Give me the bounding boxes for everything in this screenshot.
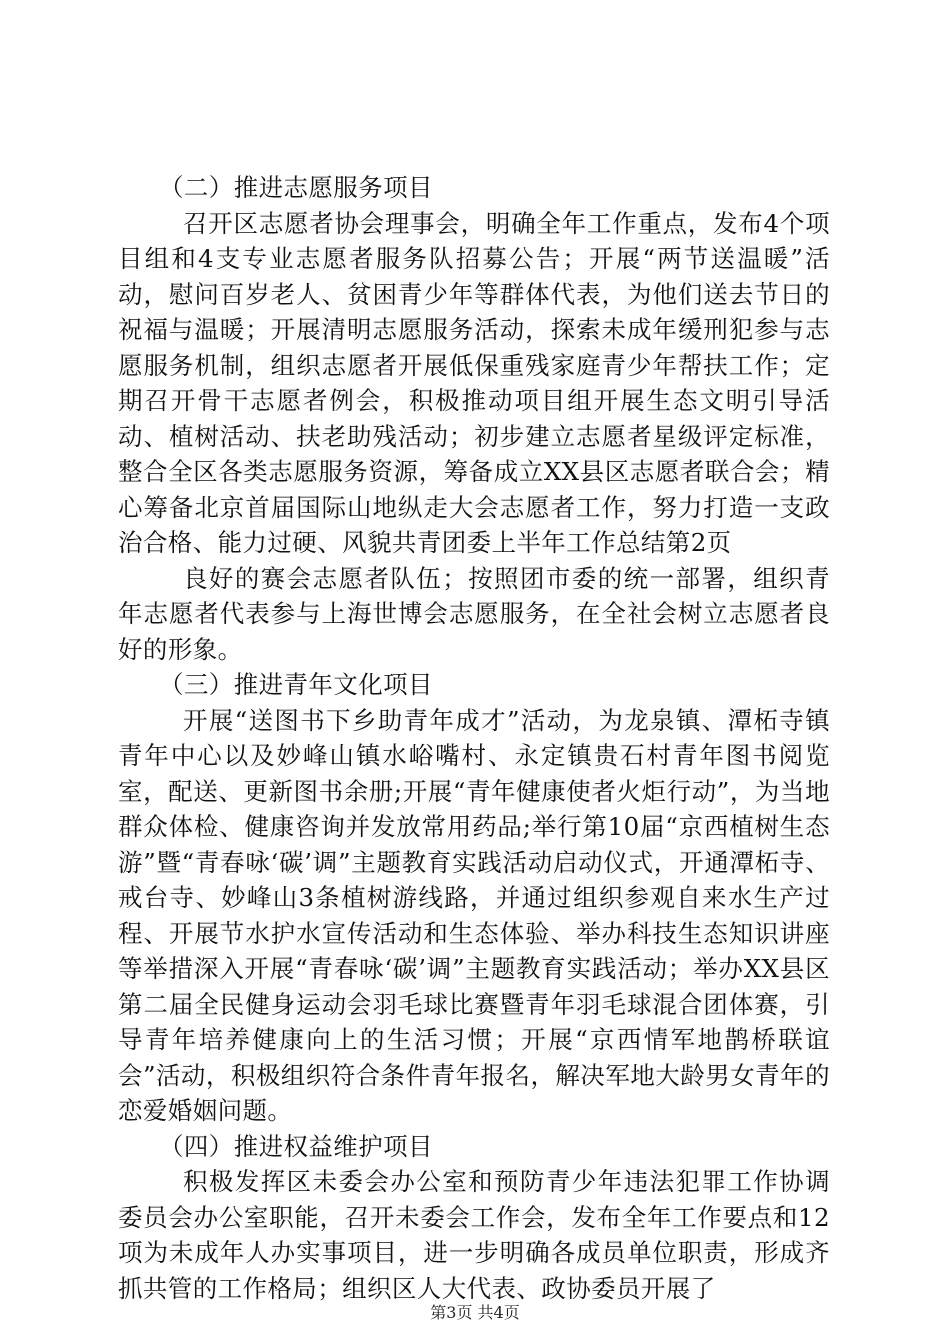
document-body: [118, 170, 830, 1306]
section-heading-volunteer: （二）推进志愿服务项目: [159, 173, 433, 202]
page-number-footer: 第3页 共4页: [430, 1303, 520, 1322]
section-heading-rights: （四）推进权益维护项目: [159, 1131, 433, 1161]
paragraph-rights-1: 积极发挥区未委会办公室和预防青少年违法犯罪工作协调委员会办公室职能，召开未委会工作会，发布全年工作要点和12项为未成年人办实事项目，进一步明确各成员单位职责，形成齐抓共管的工作格局；组织区人大代表、政协委员开展了: [118, 1167, 830, 1303]
paragraph-volunteer-1: 召开区志愿者协会理事会，明确全年工作重点，发布4个项目组和4支专业志愿者服务队招募公告；开展“两节送温暖”活动，慰问百岁老人、贫困青少年等群体代表，为他们送去节日的祝福与温暖；开展清明志愿服务活动，探索未成年缓刑犯参与志愿服务机制，组织志愿者开展低保重残家庭青少年帮扶工作；定期召开骨干志愿者例会，积极推动项目组开展生态文明引导活动、植树活动、扶老助残活动；初步建立志愿者星级评定标准，整合全区各类志愿服务资源，筹备成立XX县区志愿者联合会；精心筹备北京首届国际山地纵走大会志愿者工作，努力打造一支政治合格、能力过硬、风貌共青团委上半年工作总结第2页: [118, 208, 830, 557]
paragraph-volunteer-2: 良好的赛会志愿者队伍；按照团市委的统一部署，组织青年志愿者代表参与上海世博会志愿服务，在全社会树立志愿者良好的形象。: [118, 563, 830, 664]
section-heading-culture: （三）推进青年文化项目: [159, 670, 433, 699]
paragraph-culture-1: 开展“送图书下乡助青年成才”活动，为龙泉镇、潭柘寺镇青年中心以及妙峰山镇水峪嘴村、永定镇贵石村青年图书阅览室，配送、更新图书余册;开展“青年健康使者火炬行动”，为当地群众体检、健康咨询并发放常用药品;举行第10届“京西植树生态游”暨“青春咏‘碳’调”主题教育实践活动启动仪式，开通潭柘寺、戒台寺、妙峰山3条植树游线路，并通过组织参观自来水生产过程、开展节水护水宣传活动和生态体验、举办科技生态知识讲座等举措深入开展“青春咏‘碳’调”主题教育实践活动；举办XX县区第二届全民健身运动会羽毛球比赛暨青年羽毛球混合团体赛，引导青年培养健康向上的生活习惯；开展“京西情军地鹊桥联谊会”活动，积极组织符合条件青年报名，解决军地大龄男女青年的恋爱婚姻问题。: [118, 705, 830, 1125]
